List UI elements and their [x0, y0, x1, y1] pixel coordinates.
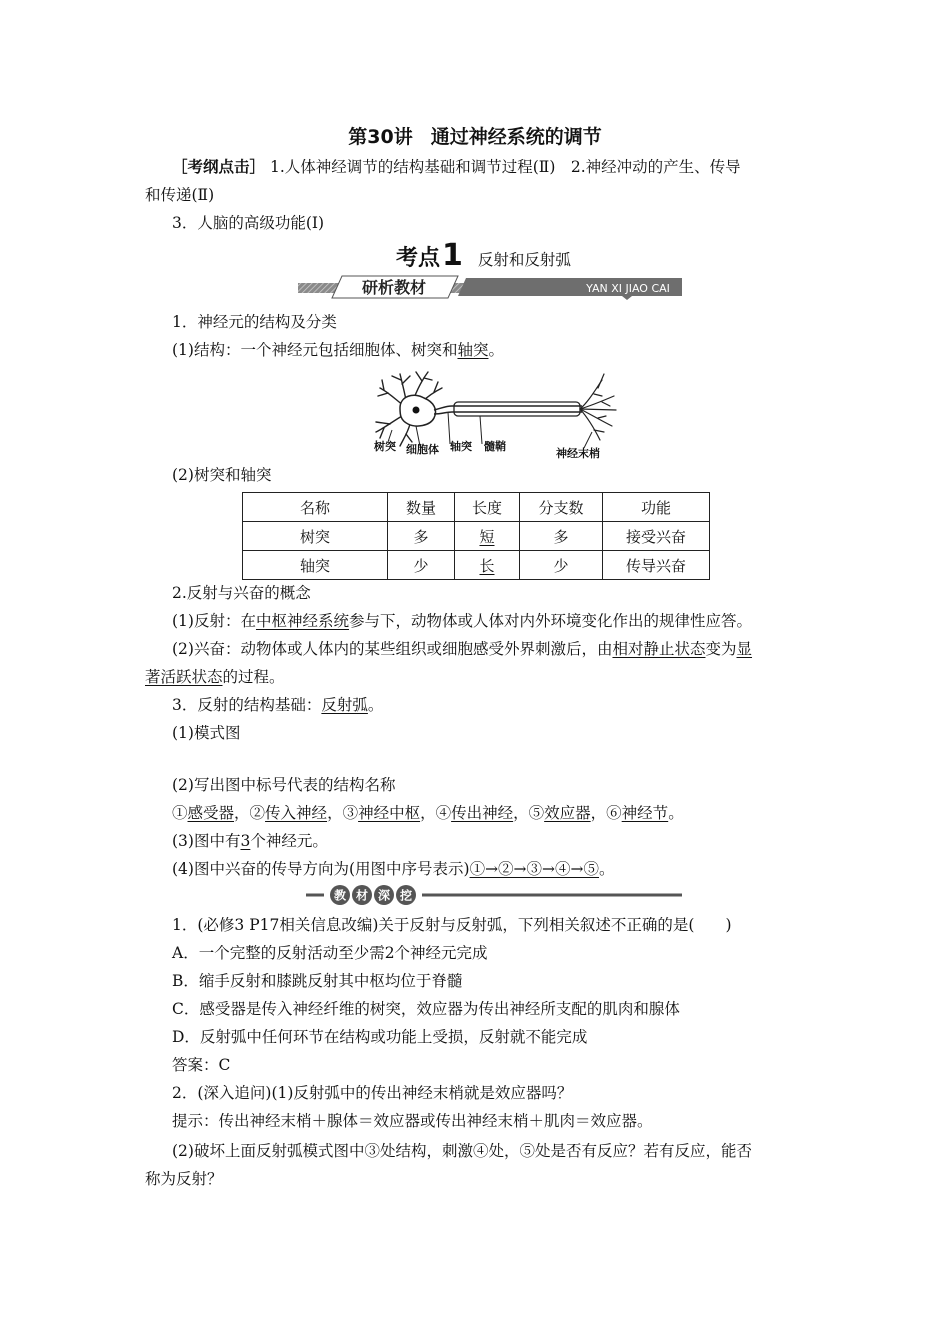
excitation-text-mid: 变为 [705, 640, 737, 658]
arc-end: 。 [668, 804, 684, 822]
lecture-topic: 通过神经系统的调节 [430, 126, 602, 148]
arc-answer-receptor: 感受器 [187, 804, 235, 822]
direction-answer: ①→②→③→④→⑤ [469, 860, 600, 878]
option-a: A．一个完整的反射活动至少需2个神经元完成 [172, 944, 488, 962]
banner-notch [622, 296, 632, 300]
banner-title-cn: 研析教材 [361, 278, 427, 297]
reflex-concept-heading: 2.反射与兴奋的概念 [172, 584, 311, 602]
table-cell [455, 522, 520, 551]
arc-neuron-count [172, 828, 328, 854]
divider-char: 材 [355, 888, 369, 903]
outline-line-1 [172, 154, 741, 180]
structure-answer: 轴突 [457, 341, 489, 359]
banner-title-en: YAN XI JIAO CAI [586, 282, 670, 295]
arc-heading-answer: 反射弧 [321, 696, 368, 714]
arc-num: ① [172, 804, 188, 822]
divider-char: 深 [377, 888, 391, 903]
reflex-text-end: 参与下，动物体或人体对内外环境变化作出的规律性应答。 [348, 612, 752, 630]
neuron-structure-line [172, 337, 504, 363]
question-2-part-2: (2)破坏上面反射弧模式图中③处结构，刺激④处，⑤处是否有反应？若有反应，能否 [172, 1142, 752, 1160]
section-banner [298, 274, 682, 300]
dendrite-axon-table [242, 492, 710, 580]
excitation-definition [172, 636, 752, 662]
outline-tag: ［考纲点击］ [172, 157, 266, 176]
axon-terminals [580, 374, 616, 440]
table-cell: 少 [520, 551, 603, 580]
kaodian-subtitle: 反射和反射弧 [477, 251, 571, 269]
excitation-answer-2b: 著活跃状态 [145, 668, 223, 686]
arc-num: ，④ [420, 804, 452, 822]
arc-heading-end: 。 [367, 696, 384, 714]
table-row [243, 522, 710, 551]
arc-answer-center: 神经中枢 [358, 804, 421, 822]
table-row [243, 551, 710, 580]
lecture-number: 第30讲 [348, 126, 413, 148]
table-cell: 树突 [243, 522, 388, 551]
arc-num: ，③ [327, 804, 359, 822]
option-c: C．感受器是传入神经纤维的树突，效应器为传出神经所支配的肌肉和腺体 [172, 1000, 680, 1018]
outline-item-1: 1.人体神经调节的结构基础和调节过程(Ⅱ) 2.神经冲动的产生、传导 [269, 158, 741, 176]
arc-answer-effector: 效应器 [544, 804, 591, 822]
section-divider [298, 884, 682, 906]
excitation-text-end: 的过程。 [222, 668, 285, 686]
question-1: 1．(必修3 P17相关信息改编)关于反射与反射弧，下列相关叙述不正确的是( ) [172, 916, 732, 934]
divider-char: 教 [333, 888, 347, 903]
direction-text: (4)图中兴奋的传导方向为(用图中序号表示) [172, 860, 470, 878]
arc-num: ，⑤ [513, 804, 545, 822]
excitation-answer-1: 相对静止状态 [612, 640, 706, 658]
table-cell: 多 [388, 522, 455, 551]
arc-names-question: (2)写出图中标号代表的结构名称 [172, 776, 396, 794]
reflex-definition [172, 608, 752, 634]
table-header: 长度 [455, 493, 520, 522]
arc-answer-ganglion: 神经节 [621, 804, 669, 822]
option-d: D．反射弧中任何环节在结构或功能上受损，反射就不能完成 [172, 1028, 588, 1046]
table-cell: 多 [520, 522, 603, 551]
arc-heading-text: 3．反射的结构基础： [172, 696, 322, 714]
label-nerve-ending: 神经末梢 [556, 447, 600, 460]
arc-answer-efferent: 传出神经 [451, 804, 514, 822]
table-cell: 接受兴奋 [603, 522, 710, 551]
table-header: 分支数 [520, 493, 603, 522]
kaodian-number: 1 [442, 238, 463, 273]
outline-line-3: 3．人脑的高级功能(Ⅰ) [172, 214, 325, 232]
table-header: 名称 [243, 493, 388, 522]
reflex-text: (1)反射：在 [172, 612, 256, 630]
table-cell: 轴突 [243, 551, 388, 580]
table-header-row [243, 493, 710, 522]
structure-text: (1)结构：一个神经元包括细胞体、树突和 [172, 341, 458, 359]
table-cell [455, 551, 520, 580]
dendrite-axon-heading: (2)树突和轴突 [172, 466, 272, 484]
page-title [0, 122, 950, 149]
table-cell-answer: 短 [479, 527, 495, 546]
arc-num: ，② [234, 804, 266, 822]
count-answer: 3 [240, 832, 251, 850]
option-b: B．缩手反射和膝跳反射其中枢均位于脊髓 [172, 972, 463, 990]
label-myelin: 髓鞘 [484, 440, 506, 453]
excitation-answer-2a: 显 [736, 640, 753, 658]
hint: 提示：传出神经末梢＋腺体＝效应器或传出神经末梢＋肌肉＝效应器。 [172, 1112, 653, 1130]
excitation-definition-cont [145, 664, 285, 690]
arc-direction [172, 856, 615, 882]
table-header: 数量 [388, 493, 455, 522]
direction-end: 。 [599, 860, 615, 878]
axon-top [434, 406, 582, 410]
count-text-end: 个神经元。 [250, 832, 328, 850]
neuron-heading: 1．神经元的结构及分类 [172, 313, 337, 331]
label-axon: 轴突 [450, 440, 472, 453]
question-2-part-2-cont: 称为反射？ [145, 1170, 223, 1188]
arc-answer-afferent: 传入神经 [265, 804, 328, 822]
answer-1: 答案：C [172, 1056, 231, 1074]
arc-model-label: (1)模式图 [172, 724, 241, 742]
kaodian-label: 考点 [396, 246, 441, 271]
neuron-diagram [370, 366, 620, 462]
arc-heading [172, 692, 383, 718]
reflex-answer: 中枢神经系统 [255, 612, 349, 630]
outline-line-2: 和传递(Ⅱ) [145, 186, 215, 204]
table-header: 功能 [603, 493, 710, 522]
myelin-sheath [454, 402, 580, 416]
count-text: (3)图中有 [172, 832, 241, 850]
structure-end: 。 [488, 341, 504, 359]
axon-bottom [434, 412, 582, 414]
label-cell-body: 细胞体 [406, 443, 439, 456]
arc-num: ，⑥ [590, 804, 622, 822]
table-cell-answer: 长 [479, 556, 495, 575]
kaodian-heading [396, 238, 571, 272]
nucleus [413, 407, 420, 414]
question-2: 2．(深入追问)(1)反射弧中的传出神经末梢就是效应器吗？ [172, 1084, 573, 1102]
label-dendrite: 树突 [374, 440, 396, 453]
table-cell: 传导兴奋 [603, 551, 710, 580]
table-cell: 少 [388, 551, 455, 580]
excitation-text: (2)兴奋：动物体或人体内的某些组织或细胞感受外界刺激后，由 [172, 640, 613, 658]
arc-names-answer [172, 800, 684, 826]
divider-char: 挖 [399, 888, 413, 903]
